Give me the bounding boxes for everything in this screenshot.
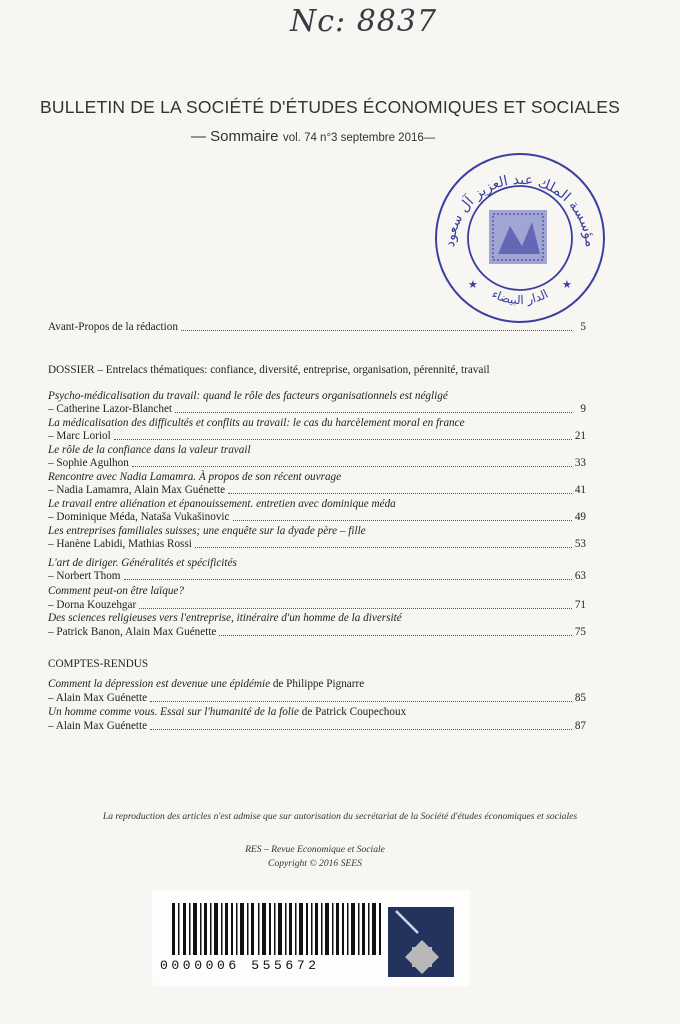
stamp-outer-text: مؤسسة الملك عبد العزيز آل سعود bbox=[442, 171, 599, 248]
page-number: 85 bbox=[574, 692, 586, 704]
issue-info: vol. 74 n°3 septembre 2016— bbox=[282, 132, 436, 144]
leader-dots bbox=[175, 411, 572, 413]
barcode-bars bbox=[172, 903, 382, 955]
article-title: Rencontre avec Nadia Lamamra. À propos de son récent ouvrage bbox=[48, 471, 342, 483]
article-authors-row bbox=[48, 538, 586, 551]
article-title: Le travail entre aliénation et épanouissement. entretien avec dominique méda bbox=[48, 498, 396, 510]
review-title-italic: Comment la dépression est devenue une épidémie bbox=[48, 678, 271, 690]
comptes-rendus-heading: COMPTES-RENDUS bbox=[48, 658, 149, 670]
article-authors: – Patrick Banon, Alain Max Guénette bbox=[48, 626, 217, 638]
article-authors-row bbox=[48, 626, 586, 639]
article-title: L'art de diriger. Généralités et spécificités bbox=[48, 557, 237, 569]
sommaire-label: — Sommaire bbox=[191, 128, 279, 145]
review-title bbox=[48, 678, 364, 691]
article-authors: – Hanène Labidi, Mathias Rossi bbox=[48, 538, 192, 550]
article-title: Le rôle de la confiance dans la valeur travail bbox=[48, 444, 251, 456]
article-title: Psycho-médicalisation du travail: quand le rôle des facteurs organisationnels est négligé bbox=[48, 390, 448, 402]
avant-propos-label: Avant-Propos de la rédaction bbox=[48, 321, 178, 333]
article-authors-row bbox=[48, 430, 586, 443]
article-title: Comment peut-on être laïque? bbox=[48, 585, 184, 597]
page-number: 75 bbox=[574, 626, 586, 638]
page-number: 53 bbox=[574, 538, 586, 550]
article-authors: – Dorna Kouzehgar bbox=[48, 599, 137, 611]
leader-dots bbox=[233, 519, 572, 521]
leader-dots bbox=[150, 728, 572, 730]
article-authors: – Nadia Lamamra, Alain Max Guénette bbox=[48, 484, 226, 496]
article-title: Des sciences religieuses vers l'entreprise, itinéraire d'un homme de la diversité bbox=[48, 612, 402, 624]
leader-dots bbox=[132, 465, 572, 467]
article-authors-row bbox=[48, 570, 586, 583]
page-number: 21 bbox=[574, 430, 586, 442]
article-title: Les entreprises familiales suisses; une enquête sur la dyade père – fille bbox=[48, 525, 366, 537]
stamp-star-right: ★ bbox=[562, 279, 572, 291]
article-authors: – Norbert Thom bbox=[48, 570, 121, 582]
article-authors: – Dominique Méda, Nataša Vukašinovic bbox=[48, 511, 230, 523]
article-authors-row bbox=[48, 599, 586, 612]
review-authors: – Alain Max Guénette bbox=[48, 720, 148, 732]
leader-dots bbox=[114, 438, 572, 440]
stamp-emblem bbox=[489, 210, 547, 264]
article-authors: – Catherine Lazor-Blanchet bbox=[48, 403, 173, 415]
leader-dots bbox=[181, 329, 572, 331]
page-number: 33 bbox=[574, 457, 586, 469]
sommaire-line bbox=[191, 128, 435, 146]
article-authors: – Marc Loriol bbox=[48, 430, 111, 442]
avant-propos-entry bbox=[48, 321, 586, 334]
page-number: 49 bbox=[574, 511, 586, 523]
stamp-bottom-text: الدار البيضاء bbox=[489, 286, 551, 308]
article-authors-row bbox=[48, 403, 586, 416]
leader-dots bbox=[124, 578, 572, 580]
article-authors-row bbox=[48, 484, 586, 497]
stamp-star-left: ★ bbox=[468, 279, 478, 291]
page-number: 63 bbox=[574, 570, 586, 582]
copyright-line: Copyright © 2016 SEES bbox=[268, 858, 362, 869]
review-title-rest: de Patrick Coupechoux bbox=[298, 706, 407, 718]
res-line: RES – Revue Economique et Sociale bbox=[245, 844, 385, 855]
page-number: 71 bbox=[574, 599, 586, 611]
page-number: 41 bbox=[574, 484, 586, 496]
article-authors-row bbox=[48, 457, 586, 470]
library-logo bbox=[388, 907, 454, 977]
leader-dots bbox=[139, 607, 572, 609]
review-authors: – Alain Max Guénette bbox=[48, 692, 148, 704]
leader-dots bbox=[150, 700, 572, 702]
handwritten-note: Nc: 8837 bbox=[290, 4, 438, 39]
page-number: 5 bbox=[580, 321, 586, 333]
bulletin-title: BULLETIN DE LA SOCIÉTÉ D'ÉTUDES ÉCONOMIQUES ET SOCIALES bbox=[40, 97, 620, 117]
article-authors-row bbox=[48, 511, 586, 524]
review-title bbox=[48, 706, 406, 719]
leader-dots bbox=[219, 634, 572, 636]
leader-dots bbox=[195, 546, 572, 548]
review-title-italic: Un homme comme vous. Essai sur l'humanité de la folie bbox=[48, 706, 299, 718]
reproduction-notice: La reproduction des articles n'est admise que sur autorisation du secrétariat de la Société d'études économiques et sociales bbox=[102, 811, 578, 822]
dossier-heading: DOSSIER – Entrelacs thématiques: confiance, diversité, entreprise, organisation, pérennité, travail bbox=[48, 364, 490, 376]
review-authors-row bbox=[48, 720, 586, 733]
article-title: La médicalisation des difficultés et conflits au travail: le cas du harcèlement moral en france bbox=[48, 417, 465, 429]
barcode-digits: 0000006 555672 bbox=[160, 958, 320, 973]
leader-dots bbox=[228, 492, 572, 494]
review-title-rest: de Philippe Pignarre bbox=[270, 678, 365, 690]
article-authors: – Sophie Agulhon bbox=[48, 457, 129, 469]
library-stamp bbox=[432, 150, 608, 326]
page-number: 87 bbox=[574, 720, 586, 732]
review-authors-row bbox=[48, 692, 586, 705]
page-number: 9 bbox=[580, 403, 586, 415]
